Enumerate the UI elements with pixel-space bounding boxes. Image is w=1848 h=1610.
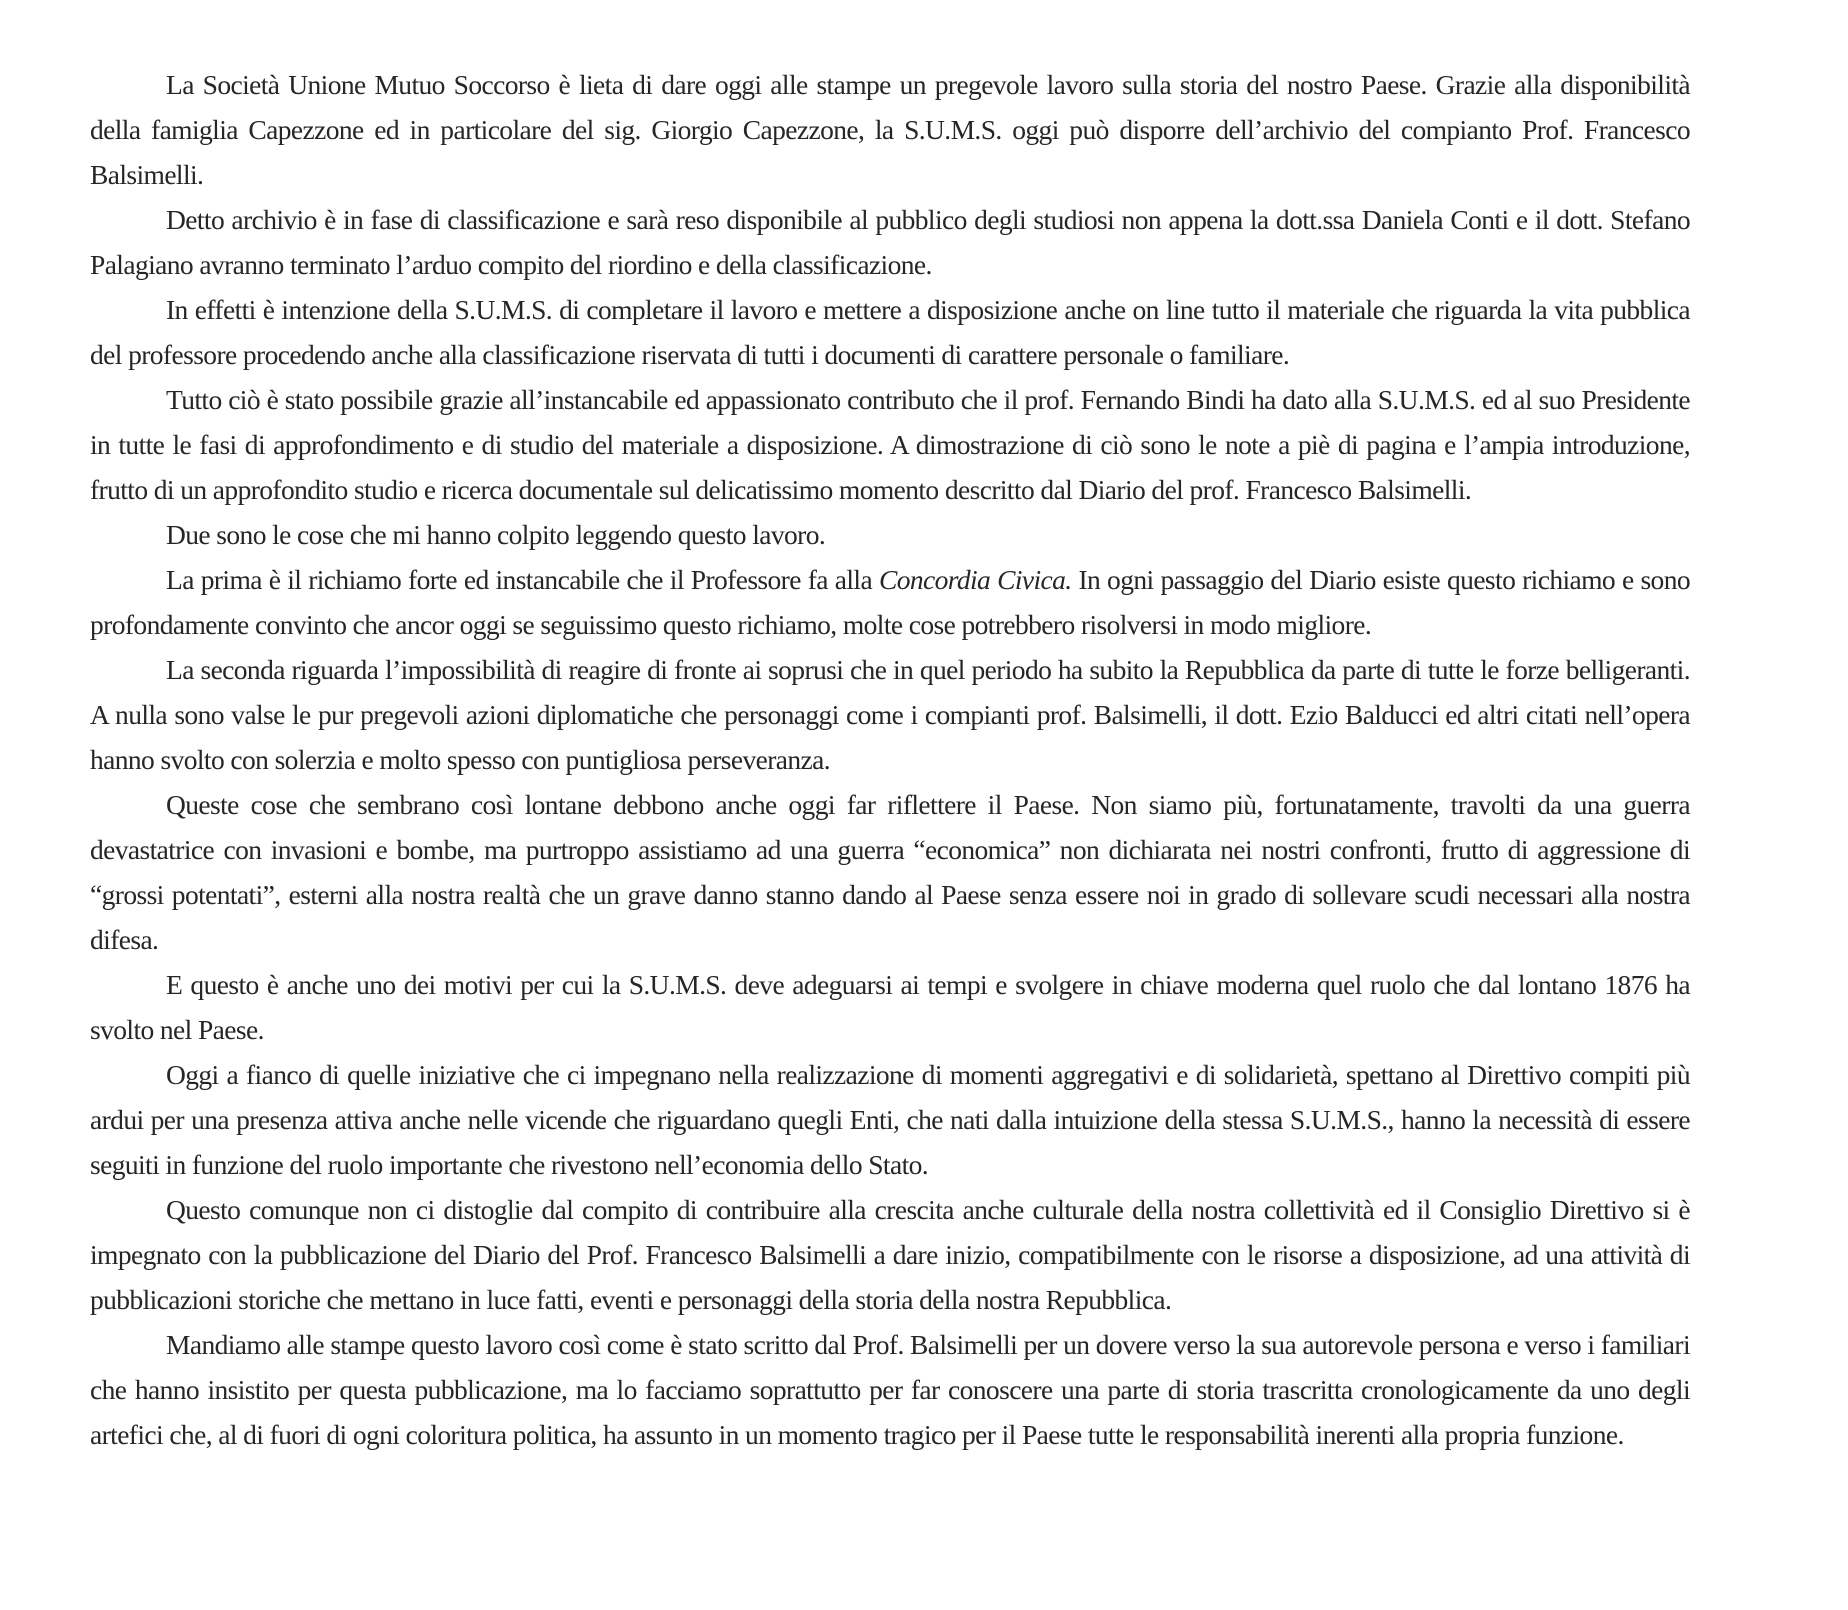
paragraph-7: La seconda riguarda l’impossibilità di reagire di fronte ai soprusi che in quel periodo ha subito la Repubblica da parte di tutte le forze belligeranti. A nulla sono valse le pur pregevoli azioni diplomatiche che personaggi come i compianti prof. Balsimelli, il dott. Ezio Balducci ed altri citati nell’opera hanno svolto con solerzia e molto spesso con puntigliosa perseveranza.	[90, 654, 1690, 775]
paragraph-6-before: La prima è il richiamo forte ed instancabile che il Professore fa alla	[166, 564, 879, 595]
paragraph-6	[90, 557, 1690, 647]
paragraph-9: E questo è anche uno dei motivi per cui la S.U.M.S. deve adeguarsi ai tempi e svolgere in chiave moderna quel ruolo che dal lontano 1876 ha svolto nel Paese.	[90, 969, 1690, 1045]
paragraph-2: Detto archivio è in fase di classificazione e sarà reso disponibile al pubblico degli studiosi non appena la dott.ssa Daniela Conti e il dott. Stefano Palagiano avranno terminato l’arduo compito del riordino e della classificazione.	[90, 204, 1690, 280]
document-page	[90, 62, 1690, 1457]
concordia-civica-italic: Concordia Civica.	[878, 564, 1072, 595]
paragraph-5: Due sono le cose che mi hanno colpito leggendo questo lavoro.	[166, 519, 826, 550]
paragraph-1: La Società Unione Mutuo Soccorso è lieta di dare oggi alle stampe un pregevole lavoro sulla storia del nostro Paese. Grazie alla disponibilità della famiglia Capezzone ed in particolare del sig. Giorgio Capezzone, la S.U.M.S. oggi può disporre dell’archivio del compianto Prof. Francesco Balsimelli.	[90, 69, 1690, 190]
paragraph-4: Tutto ciò è stato possibile grazie all’instancabile ed appassionato contributo che il prof. Fernando Bindi ha dato alla S.U.M.S. ed al suo Presidente in tutte le fasi di approfondimento e di studio del materiale a disposizione. A dimostrazione di ciò sono le note a piè di pagina e l’ampia introduzione, frutto di un approfondito studio e ricerca documentale sul delicatissimo momento descritto dal Diario del prof. Francesco Balsimelli.	[90, 384, 1690, 505]
paragraph-3: In effetti è intenzione della S.U.M.S. di completare il lavoro e mettere a disposizione anche on line tutto il materiale che riguarda la vita pubblica del professore procedendo anche alla classificazione riservata di tutti i documenti di carattere personale o familiare.	[90, 294, 1690, 370]
paragraph-8: Queste cose che sembrano così lontane debbono anche oggi far riflettere il Paese. Non siamo più, fortunatamente, travolti da una guerra devastatrice con invasioni e bombe, ma purtroppo assistiamo ad una guerra “economica” non dichiarata nei nostri confronti, frutto di aggressione di “grossi potentati”, esterni alla nostra realtà che un grave danno stanno dando al Paese senza essere noi in grado di sollevare scudi necessari alla nostra difesa.	[90, 789, 1690, 955]
paragraph-6-after: In ogni passaggio del Diario esiste questo richiamo e sono profondamente convinto che ancor oggi se seguissimo questo richiamo, molte cose potrebbero risolversi in modo migliore.	[90, 564, 1690, 640]
paragraph-10: Oggi a fianco di quelle iniziative che ci impegnano nella realizzazione di momenti aggregativi e di solidarietà, spettano al Direttivo compiti più ardui per una presenza attiva anche nelle vicende che riguardano quegli Enti, che nati dalla intuizione della stessa S.U.M.S., hanno la necessità di essere seguiti in funzione del ruolo importante che rivestono nell’economia dello Stato.	[90, 1059, 1690, 1180]
paragraph-12: Mandiamo alle stampe questo lavoro così come è stato scritto dal Prof. Balsimelli per un dovere verso la sua autorevole persona e verso i familiari che hanno insistito per questa pubblicazione, ma lo facciamo soprattutto per far conoscere una parte di storia trascritta cronologicamente da uno degli artefici che, al di fuori di ogni coloritura politica, ha assunto in un momento tragico per il Paese tutte le responsabilità inerenti alla propria funzione.	[90, 1329, 1690, 1450]
paragraph-11: Questo comunque non ci distoglie dal compito di contribuire alla crescita anche culturale della nostra collettività ed il Consiglio Direttivo si è impegnato con la pubblicazione del Diario del Prof. Francesco Balsimelli a dare inizio, compatibilmente con le risorse a disposizione, ad una attività di pubblicazioni storiche che mettano in luce fatti, eventi e personaggi della storia della nostra Repubblica.	[90, 1194, 1690, 1315]
